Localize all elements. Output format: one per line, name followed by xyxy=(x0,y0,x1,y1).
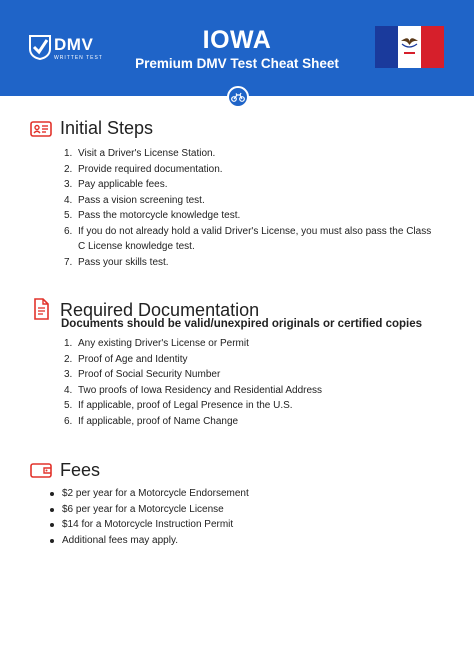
id-card-icon xyxy=(30,118,52,140)
wallet-icon xyxy=(30,459,52,481)
page-subtitle: Premium DMV Test Cheat Sheet xyxy=(135,56,339,71)
list-item: 2. Proof of Age and Identity xyxy=(64,353,188,365)
page-header xyxy=(0,0,474,96)
list-item: 1. Visit a Driver's License Station. xyxy=(64,148,216,159)
list-item: 4. Two proofs of Iowa Residency and Residential Address xyxy=(64,384,323,396)
section-title-required-documentation: Required Documentation xyxy=(60,300,260,320)
list-item: 6. If applicable, proof of Name Change xyxy=(64,415,239,427)
required-documentation-list xyxy=(50,336,435,429)
list-item: 2. Provide required documentation. xyxy=(64,163,223,175)
fees-list xyxy=(50,486,430,548)
document-icon xyxy=(30,298,52,320)
initial-steps-list xyxy=(50,146,435,270)
section-title-fees: Fees xyxy=(60,460,101,480)
section-subtitle: Documents should be valid/unexpired originals or certified copies xyxy=(61,318,423,330)
logo-text: DMV xyxy=(54,35,94,54)
section-title-initial-steps: Initial Steps xyxy=(60,118,154,138)
list-item: $2 per year for a Motorcycle Endorsement xyxy=(50,486,430,502)
list-item: 3. Pay applicable fees. xyxy=(64,179,168,190)
motorcycle-icon xyxy=(231,92,245,102)
list-item: 1. Any existing Driver's License or Permit xyxy=(64,338,249,349)
list-item: $14 for a Motorcycle Instruction Permit xyxy=(50,517,430,533)
logo-subtext: WRITTEN TEST xyxy=(54,55,103,61)
list-item: Additional fees may apply. xyxy=(50,533,430,549)
list-item: 3. Proof of Social Security Number xyxy=(64,369,221,380)
list-item: 5. If applicable, proof of Legal Presence in the U.S. xyxy=(64,400,293,411)
motorcycle-badge xyxy=(227,86,249,108)
list-item: 6. If you do not already hold a valid Driver's License, you must also pass the Class C License knowledge test. xyxy=(64,225,432,252)
page-title: IOWA xyxy=(202,26,272,54)
list-item: $6 per year for a Motorcycle License xyxy=(50,502,430,518)
list-item: 4. Pass a vision screening test. xyxy=(64,194,205,206)
list-item: 5. Pass the motorcycle knowledge test. xyxy=(64,210,241,221)
list-item: 7. Pass your skills test. xyxy=(64,256,169,268)
iowa-flag-icon xyxy=(375,26,444,68)
